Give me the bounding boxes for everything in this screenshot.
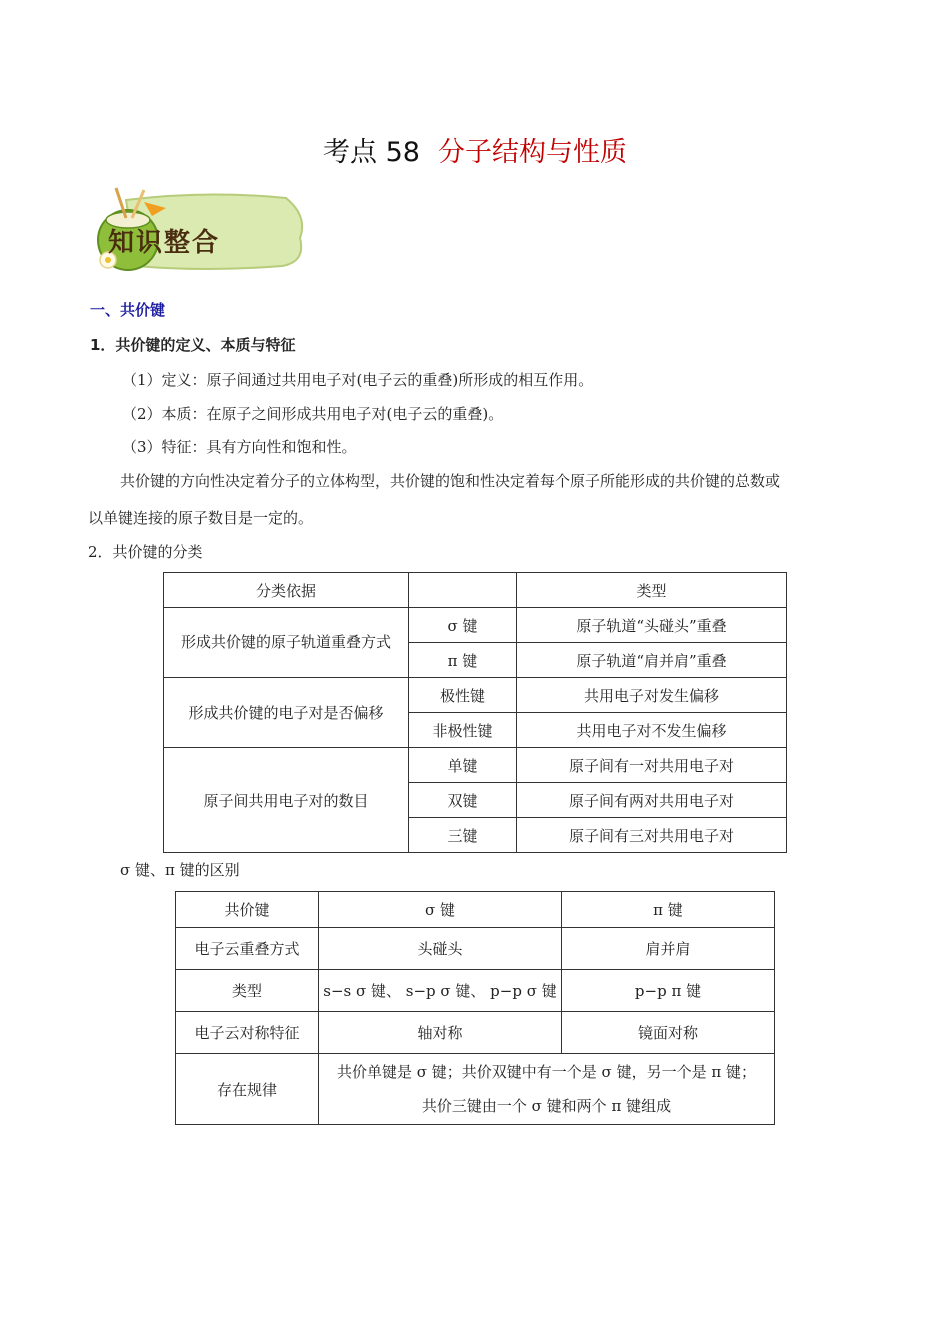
type-desc-cell: 原子轨道“肩并肩”重叠 [517,643,787,678]
table-row [164,748,787,783]
section-heading: 一、共价键 [90,301,166,319]
table-row [176,970,775,1012]
type-name-cell: 非极性键 [409,713,517,748]
essence-line: （2）本质：在原子之间形成共用电子对(电子云的重叠)。 [122,405,504,423]
table-header-row [164,573,787,608]
sigma-pi-comparison-table [175,891,775,1125]
type-name-cell: 双键 [409,783,517,818]
title-prefix: 考点 58 [323,137,420,168]
row-label-cell: 类型 [176,970,319,1012]
type-name-cell: 极性键 [409,678,517,713]
table-row [164,678,787,713]
banner-label: 知识整合 [108,228,221,258]
paragraph-line-2: 以单键连接的原子数目是一定的。 [88,509,314,527]
subsection-heading-2: 2．共价键的分类 [88,543,203,561]
row-label-cell: 存在规律 [176,1054,319,1125]
header-cell [409,573,517,608]
pi-cell: 肩并肩 [562,928,775,970]
table-row [176,1054,775,1125]
table2-caption: σ 键、π 键的区别 [120,861,240,879]
type-name-cell: π 键 [409,643,517,678]
type-desc-cell: 原子轨道“头碰头”重叠 [517,608,787,643]
header-cell: π 键 [562,892,775,928]
subsection-heading-1: 1．共价键的定义、本质与特征 [90,336,296,354]
page-title [0,130,950,169]
rule-text-cell: 共价单键是 σ 键；共价双键中有一个是 σ 键，另一个是 π 键；共价三键由一个 σ 键和两个 π 键组成 [319,1054,775,1125]
type-desc-cell: 原子间有三对共用电子对 [517,818,787,853]
type-desc-cell: 原子间有一对共用电子对 [517,748,787,783]
sigma-cell: 头碰头 [319,928,562,970]
type-name-cell: 单键 [409,748,517,783]
type-desc-cell: 原子间有两对共用电子对 [517,783,787,818]
definition-line: （1）定义：原子间通过共用电子对(电子云的重叠)所形成的相互作用。 [122,371,594,389]
row-label-cell: 电子云重叠方式 [176,928,319,970]
header-cell: 类型 [517,573,787,608]
table-row [176,928,775,970]
type-name-cell: σ 键 [409,608,517,643]
feature-line: （3）特征：具有方向性和饱和性。 [122,438,357,456]
row-label-cell: 电子云对称特征 [176,1012,319,1054]
basis-cell: 形成共价键的原子轨道重叠方式 [164,608,409,678]
basis-cell: 形成共价键的电子对是否偏移 [164,678,409,748]
pi-cell: p−p π 键 [562,970,775,1012]
basis-cell: 原子间共用电子对的数目 [164,748,409,853]
sigma-cell: s−s σ 键、 s−p σ 键、 p−p σ 键 [319,970,562,1012]
header-cell: σ 键 [319,892,562,928]
table-row [176,1012,775,1054]
header-cell: 分类依据 [164,573,409,608]
title-name: 分子结构与性质 [437,137,627,168]
sigma-cell: 轴对称 [319,1012,562,1054]
pi-cell: 镜面对称 [562,1012,775,1054]
type-name-cell: 三键 [409,818,517,853]
table-header-row [176,892,775,928]
bond-classification-table [163,572,787,853]
paragraph-line-1: 共价键的方向性决定着分子的立体构型，共价键的饱和性决定着每个原子所能形成的共价键的总数或 [120,472,781,490]
type-desc-cell: 共用电子对不发生偏移 [517,713,787,748]
header-cell: 共价键 [176,892,319,928]
type-desc-cell: 共用电子对发生偏移 [517,678,787,713]
table-row [164,608,787,643]
